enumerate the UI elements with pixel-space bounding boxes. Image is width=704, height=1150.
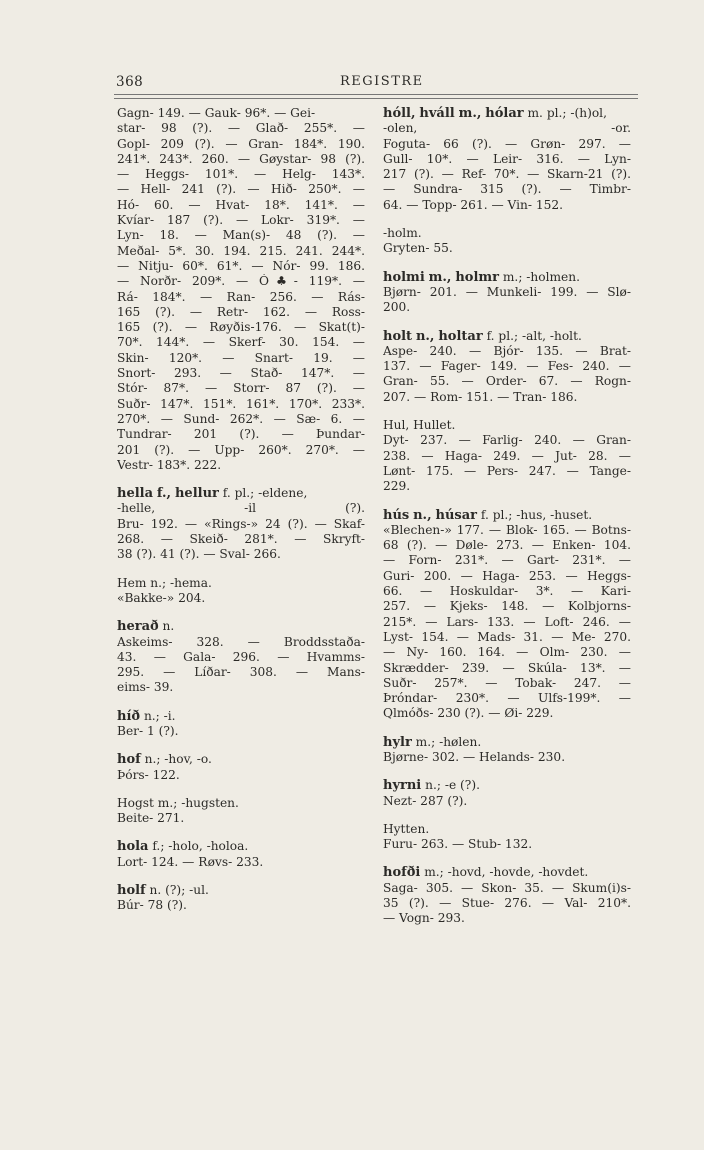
- entry-heading: hof n.; -hov, -o.: [117, 752, 212, 768]
- headword: n.,: [415, 328, 435, 344]
- entry-line: Foguta- 66 (?). — Grøn- 297. —: [383, 136, 631, 151]
- entry-line: 43. — Gala- 296. — Hvamms-: [117, 649, 365, 664]
- entry-line: 137. — Fager- 149. — Fes- 240. —: [383, 359, 631, 374]
- headword: hús: [383, 507, 410, 523]
- entry-line: Stór- 87*. — Storr- 87 (?). —: [117, 381, 365, 396]
- entry-line: 38 (?). 41 (?). — Sval- 266.: [117, 547, 281, 562]
- index-entry: [117, 796, 365, 827]
- entry-line: «Bakke-» 204.: [117, 590, 206, 605]
- entry-line: Lyst- 154. — Mads- 31. — Me- 270.: [383, 629, 631, 644]
- left-column: [117, 106, 365, 927]
- entry-line: 217 (?). — Ref- 70*. — Skarn-21 (?).: [383, 167, 631, 182]
- entry-line: 68 (?). — Døle- 273. — Enken- 104.: [383, 538, 631, 553]
- index-entry: [117, 752, 365, 783]
- headword: holmi: [383, 269, 425, 285]
- entry-line: Gran- 55. — Order- 67. — Rogn-: [383, 374, 631, 389]
- entry-line: 200.: [383, 300, 411, 315]
- index-entry: [383, 508, 631, 722]
- entry-line: Meðal- 5*. 30. 194. 215. 241. 244*.: [117, 243, 365, 258]
- entry-line: 238. — Haga- 249. — Jut- 28. —: [383, 448, 631, 463]
- index-entry: [383, 778, 631, 809]
- entry-heading: hóll, hváll m., hólar m. pl.; -(h)ol,: [383, 106, 607, 121]
- headword: hella: [117, 486, 154, 502]
- entry-line: Saga- 305. — Skon- 35. — Skum(i)s-: [383, 880, 631, 895]
- headword: holf: [117, 883, 146, 899]
- entry-line: 35 (?). — Stue- 276. — Val- 210*.: [383, 896, 631, 911]
- entry-line: — Vogn- 293.: [383, 911, 465, 926]
- entry-line: Kvíar- 187 (?). — Lokr- 319*. —: [117, 213, 365, 228]
- entry-line: Dyt- 237. — Farlig- 240. — Gran-: [383, 433, 631, 448]
- entry-line: Lønt- 175. — Pers- 247. — Tange-: [383, 463, 631, 478]
- entry-line: 66. — Hoskuldar- 3*. — Kari-: [383, 584, 631, 599]
- entry-line: Suðr- 147*. 151*. 161*. 170*. 233*.: [117, 396, 365, 411]
- entry-line: — Hell- 241 (?). — Hið- 250*. —: [117, 182, 365, 197]
- entry-line: Aspe- 240. — Bjór- 135. — Brat-: [383, 343, 631, 358]
- headword: holtar: [438, 328, 483, 344]
- running-title: REGISTRE: [340, 74, 424, 89]
- headword: hofði: [383, 865, 421, 881]
- entry-line: 207. — Rom- 151. — Tran- 186.: [383, 389, 578, 404]
- entry-line: Bru- 192. — «Rings-» 24 (?). — Skaf-: [117, 516, 365, 531]
- entry-heading: holt n., holtar f. pl.; -alt, -holt.: [383, 328, 582, 344]
- entry-heading: híð n.; -i.: [117, 708, 176, 724]
- index-entry: [383, 329, 631, 405]
- entry-line: 215*. — Lars- 133. — Loft- 246. —: [383, 614, 631, 629]
- entry-line: 165 (?). — Røyðis-176. — Skat(t)-: [117, 320, 365, 335]
- entry-line: Gull- 10*. — Leir- 316. — Lyn-: [383, 151, 631, 166]
- headword: hyrni: [383, 778, 422, 794]
- entry-line: 268. — Skeið- 281*. — Skryft-: [117, 532, 365, 547]
- entry-line: Búr- 78 (?).: [117, 898, 187, 913]
- index-entry: [383, 865, 631, 926]
- header-rule: [114, 98, 638, 99]
- entry-line: Snort- 293. — Stað- 147*. —: [117, 366, 365, 381]
- index-entry: [383, 735, 631, 766]
- entry-line: — Forn- 231*. — Gart- 231*. —: [383, 553, 631, 568]
- entry-line: Furu- 263. — Stub- 132.: [383, 837, 533, 852]
- entry-line: 270*. — Sund- 262*. — Sæ- 6. —: [117, 411, 365, 426]
- entry-line: Bjørn- 201. — Munkeli- 199. — Slø-: [383, 284, 631, 299]
- entry-line: — Norðr- 209*. — Ó♣- 119*. —: [117, 274, 365, 289]
- entry-line: Hó- 60. — Hvat- 18*. 141*. —: [117, 197, 365, 212]
- right-column: [383, 106, 631, 940]
- headword: híð: [117, 708, 141, 724]
- header-rule: [114, 94, 638, 95]
- entry-heading: Gagn- 149. — Gauk- 96*. — Gei-: [117, 106, 316, 120]
- index-entry: [117, 839, 365, 870]
- entry-line: eims- 39.: [117, 680, 174, 695]
- entry-line: — Sundra- 315 (?). — Timbr-: [383, 182, 631, 197]
- entry-heading: Hytten.: [383, 821, 430, 836]
- headword: holmr: [455, 269, 499, 285]
- index-entry: [383, 106, 631, 213]
- entry-line: Rá- 184*. — Ran- 256. — Rás-: [117, 289, 365, 304]
- index-entry: [117, 576, 365, 607]
- entry-heading: hús n., húsar f. pl.; -hus, -huset.: [383, 507, 593, 523]
- entry-line: 241*. 243*. 260. — Gøystar- 98 (?).: [117, 151, 365, 166]
- headword: hylr: [383, 734, 412, 750]
- entry-line: Lyn- 18. — Man(s)- 48 (?). —: [117, 228, 365, 243]
- entry-line: Suðr- 257*. — Tobak- 247. —: [383, 675, 631, 690]
- headword: n.,: [413, 507, 432, 523]
- entry-line: Askeims- 328. — Broddsstaða-: [117, 634, 365, 649]
- index-entry: [383, 270, 631, 316]
- entry-heading: hella f., hellur f. pl.; -eldene,: [117, 486, 308, 502]
- entry-heading: -holm.: [383, 226, 422, 241]
- entry-line: Þórs- 122.: [117, 767, 180, 782]
- entry-heading: Hogst m.; -hugsten.: [117, 795, 239, 810]
- entry-line: 257. — Kjeks- 148. — Kolbjorns-: [383, 599, 631, 614]
- entry-line: -olen, -or.: [383, 121, 631, 136]
- index-entry: [117, 486, 365, 562]
- entry-line: Gopl- 209 (?). — Gran- 184*. 190.: [117, 136, 365, 151]
- index-entry: [383, 822, 631, 853]
- entry-heading: hola f.; -holo, -holoa.: [117, 839, 249, 855]
- headword: holt: [383, 328, 413, 344]
- entry-line: -helle, -il (?).: [117, 501, 365, 516]
- index-entry: [117, 106, 365, 473]
- entry-line: 165 (?). — Retr- 162. — Ross-: [117, 304, 365, 319]
- headword: herað: [117, 619, 159, 635]
- headword: hólar: [485, 106, 524, 121]
- headword: hellur: [174, 486, 219, 502]
- index-entry: [117, 619, 365, 695]
- entry-line: star- 98 (?). — Glað- 255*. —: [117, 121, 365, 136]
- headword: m.,: [458, 106, 482, 121]
- entry-line: Vestr- 183*. 222.: [117, 457, 222, 472]
- entry-line: Beite- 271.: [117, 811, 185, 826]
- index-entry: [383, 226, 631, 257]
- headword: hóll,: [383, 106, 416, 121]
- entry-line: Skrædder- 239. — Skúla- 13*. —: [383, 660, 631, 675]
- entry-heading: herað n.: [117, 619, 175, 635]
- entry-line: — Ny- 160. 164. — Olm- 230. —: [383, 645, 631, 660]
- entry-heading: Hul, Hullet.: [383, 418, 456, 433]
- entry-line: 295. — Líðar- 308. — Mans-: [117, 665, 365, 680]
- entry-line: Skin- 120*. — Snart- 19. —: [117, 350, 365, 365]
- headword: húsar: [435, 507, 477, 523]
- entry-heading: hylr m.; -hølen.: [383, 734, 482, 750]
- headword: m.,: [428, 269, 452, 285]
- entry-line: Bjørne- 302. — Helands- 230.: [383, 749, 566, 764]
- page-number: 368: [116, 74, 144, 90]
- entry-line: Qlmóðs- 230 (?). — Øi- 229.: [383, 706, 554, 721]
- entry-line: «Blechen-» 177. — Blok- 165. — Botns-: [383, 522, 631, 537]
- entry-heading: Hem n.; -hema.: [117, 575, 212, 590]
- entry-line: Þróndar- 230*. — Ulfs-199*. —: [383, 691, 631, 706]
- entry-line: 64. — Topp- 261. — Vin- 152.: [383, 197, 563, 212]
- entry-line: Tundrar- 201 (?). — Þundar-: [117, 427, 365, 442]
- index-entry: [383, 418, 631, 494]
- entry-line: Guri- 200. — Haga- 253. — Heggs-: [383, 568, 631, 583]
- entry-line: Nezt- 287 (?).: [383, 793, 468, 808]
- entry-heading: holmi m., holmr m.; -holmen.: [383, 269, 580, 285]
- index-entry: [117, 709, 365, 740]
- headword: hof: [117, 752, 141, 768]
- entry-heading: hofði m.; -hovd, -hovde, -hovdet.: [383, 865, 589, 881]
- entry-line: 70*. 144*. — Skerf- 30. 154. —: [117, 335, 365, 350]
- headword: f.,: [156, 486, 172, 502]
- entry-line: Gryten- 55.: [383, 241, 453, 256]
- headword: hola: [117, 839, 149, 855]
- entry-line: Ber- 1 (?).: [117, 723, 179, 738]
- entry-line: 229.: [383, 479, 411, 494]
- entry-line: 201 (?). — Upp- 260*. 270*. —: [117, 442, 365, 457]
- entry-line: — Heggs- 101*. — Helg- 143*.: [117, 167, 365, 182]
- index-entry: [117, 883, 365, 914]
- entry-heading: hyrni n.; -e (?).: [383, 778, 480, 794]
- entry-line: — Nitju- 60*. 61*. — Nór- 99. 186.: [117, 258, 365, 273]
- entry-heading: holf n. (?); -ul.: [117, 883, 209, 899]
- entry-line: Lort- 124. — Røvs- 233.: [117, 854, 264, 869]
- headword: hváll: [419, 106, 455, 121]
